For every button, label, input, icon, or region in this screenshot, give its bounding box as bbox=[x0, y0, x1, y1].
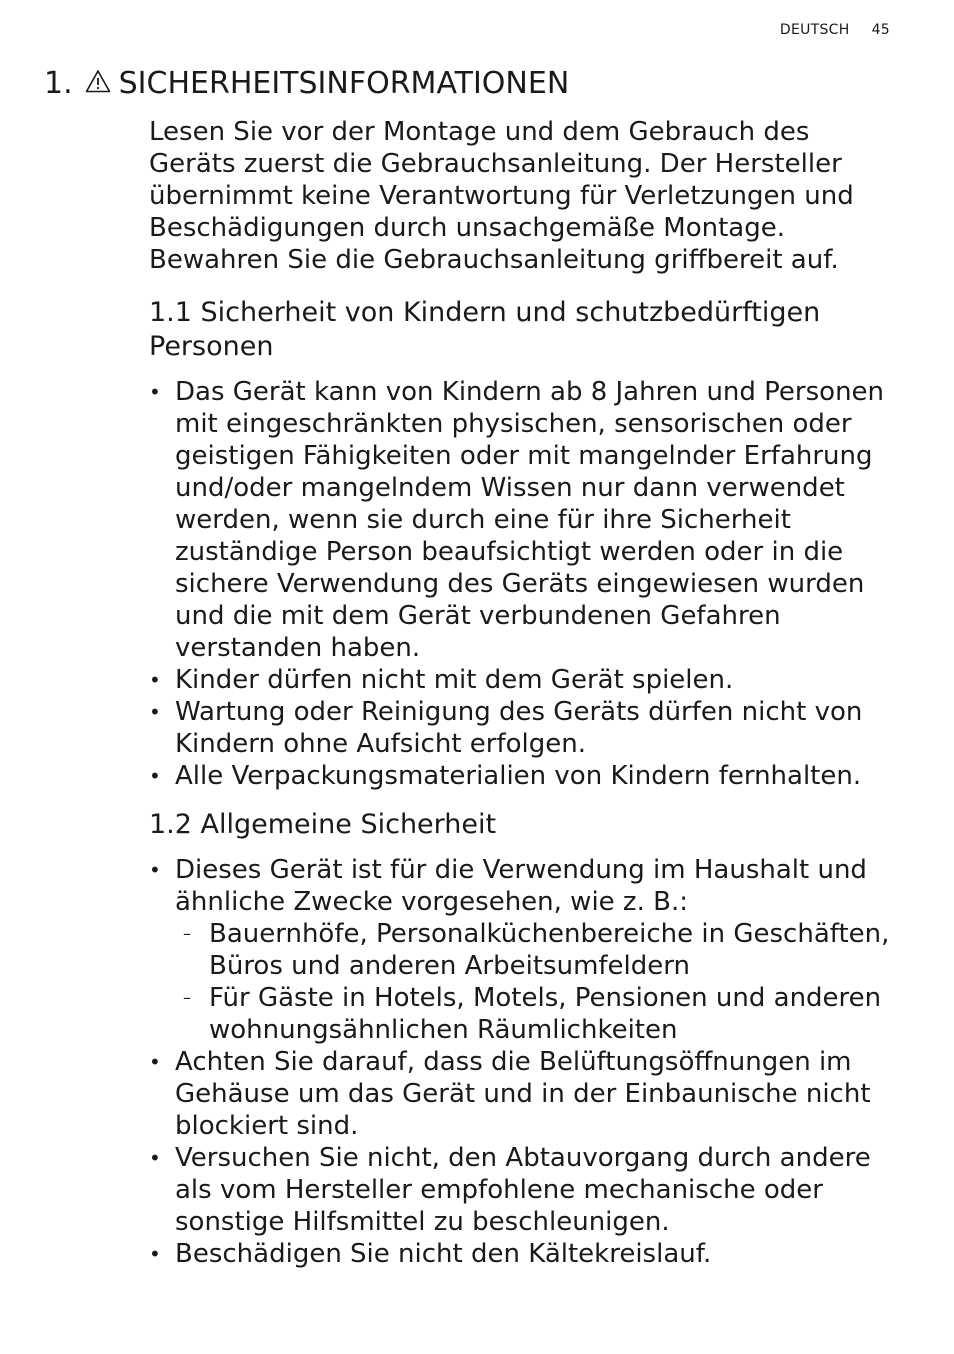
usage-sub-list bbox=[175, 918, 899, 1046]
sub-list-item: – Für Gäste in Hotels, Motels, Pensionen und anderen wohnungsähnlichen Räumlichkeiten bbox=[175, 982, 899, 1046]
sub-list-item: – Bauernhöfe, Personalküchenbereiche in Geschäften, Büros und anderen Arbeitsumfeldern bbox=[175, 918, 899, 982]
intro-paragraph: Lesen Sie vor der Montage und dem Gebrauch des Geräts zuerst die Gebrauchsanleitung. Der Hersteller übernimmt keine Verantwortung für Verletzungen und Beschädigungen durch unsachgemäße Montage. Bewahren Sie die Gebrauchsanleitung griffbereit auf. bbox=[149, 117, 854, 275]
list-item: • Kinder dürfen nicht mit dem Gerät spielen. bbox=[149, 664, 899, 696]
main-content bbox=[149, 116, 899, 1286]
chapter-number: 1. bbox=[44, 66, 73, 101]
chapter-title bbox=[44, 66, 569, 101]
list-item: • Alle Verpackungsmaterialien von Kindern fernhalten. bbox=[149, 760, 899, 792]
list-item-text: Dieses Gerät ist für die Verwendung im Haushalt und ähnliche Zwecke vorgesehen, wie z. B.: bbox=[175, 855, 867, 917]
page-number: 45 bbox=[871, 22, 890, 38]
list-item bbox=[149, 854, 899, 1046]
chapter-title-text: SICHERHEITSINFORMATIONEN bbox=[118, 66, 570, 101]
list-item: • Das Gerät kann von Kindern ab 8 Jahren und Personen mit eingeschränkten physischen, sensorischen oder geistigen Fähigkeiten oder mit mangelnder Erfahrung und/oder mangelndem Wissen nur dann verwendet werden, wenn sie durch eine für ihre Sicherheit zuständige Person beaufsichtigt werden oder in die sichere Verwendung des Geräts eingewiesen wurden und die mit dem Gerät verbundenen Gefahren verstanden haben. bbox=[149, 376, 899, 664]
header-language: DEUTSCH bbox=[779, 22, 850, 38]
list-item: • Achten Sie darauf, dass die Belüftungsöffnungen im Gehäuse um das Gerät und in der Einbaunische nicht blockiert sind. bbox=[149, 1046, 899, 1142]
list-item: • Wartung oder Reinigung des Geräts dürfen nicht von Kindern ohne Aufsicht erfolgen. bbox=[149, 696, 899, 760]
section-title-children-safety: 1.1 Sicherheit von Kindern und schutzbedürftigen Personen bbox=[149, 297, 821, 362]
list-item: • Beschädigen Sie nicht den Kältekreislauf. bbox=[149, 1238, 899, 1270]
children-safety-list bbox=[149, 376, 899, 792]
section-title-general-safety: 1.2 Allgemeine Sicherheit bbox=[149, 809, 497, 840]
page-header bbox=[780, 22, 890, 38]
general-safety-list bbox=[149, 854, 899, 1270]
list-item: • Versuchen Sie nicht, den Abtauvorgang durch andere als vom Hersteller empfohlene mechanische oder sonstige Hilfsmittel zu beschleunigen. bbox=[149, 1142, 899, 1238]
warning-triangle-icon bbox=[85, 66, 111, 101]
